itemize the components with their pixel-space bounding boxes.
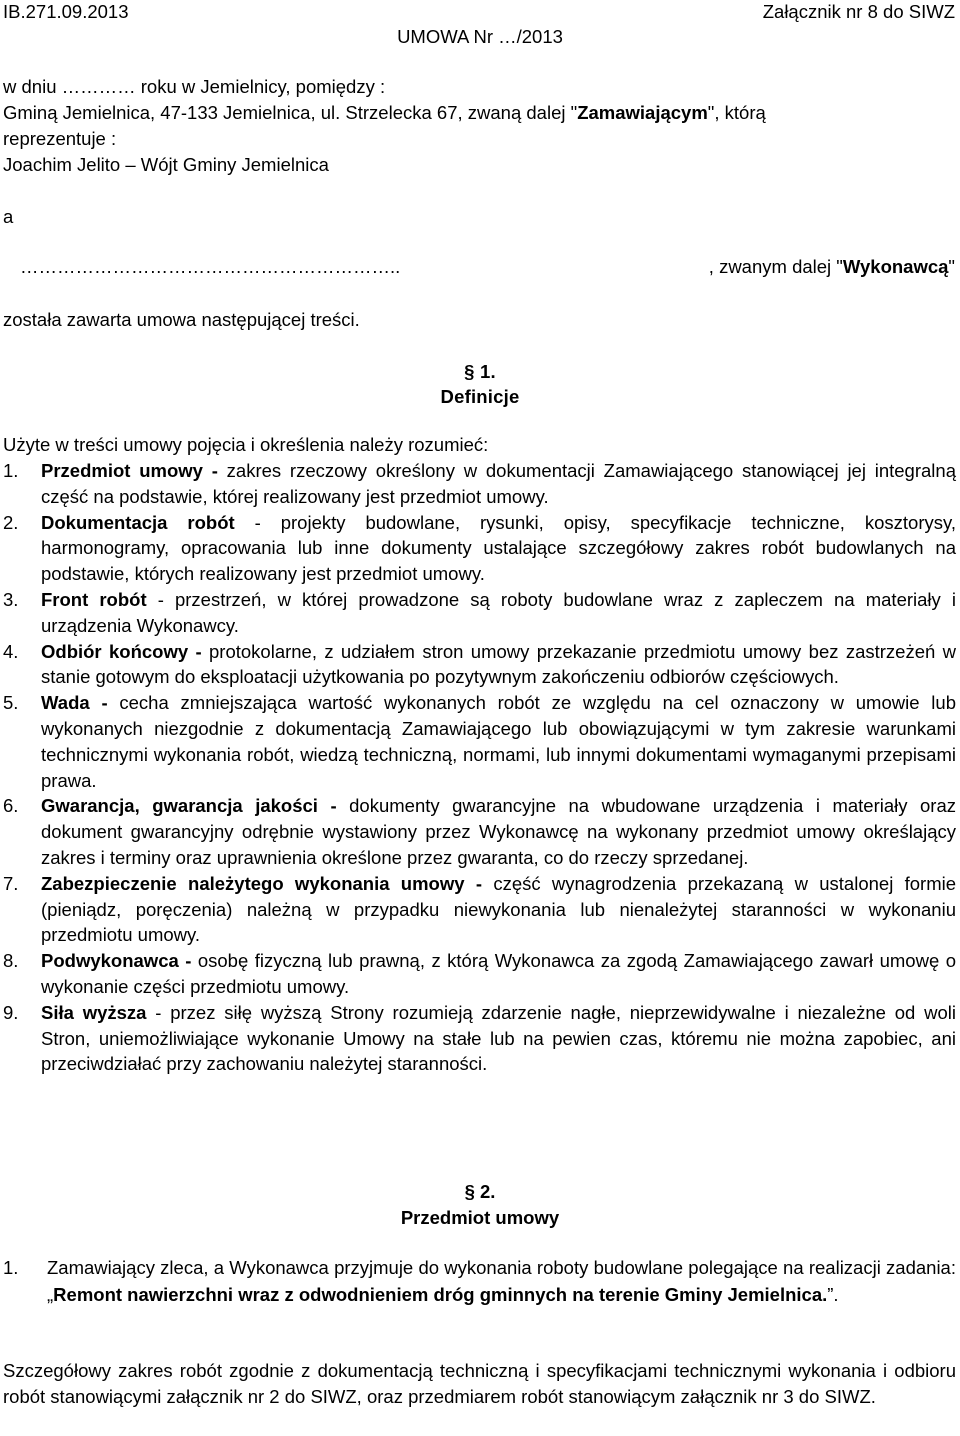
definition-text: - przez siłę wyższą Strony rozumieją zdarzenie nagłe, nieprzewidywalne i niezależne od woli Stron, uniemożliwiające wykonanie Umowy na stałe lub na pewien czas, któremu nie można zapobiec, ani przeciwdziałać przy zachowaniu należytej staranności. [41, 1001, 956, 1075]
definition-number: 1. [3, 460, 19, 481]
definition-term: Dokumentacja robót [41, 511, 235, 533]
definition-number: 6. [3, 795, 19, 817]
definition-text: dokumenty gwarancyjne na wbudowane urządzenia i materiały oraz dokument gwarancyjny odrębnie wystawiony przez Wykonawcę na wykonany przedmiot umowy określający zakres i terminy oraz uprawnienia określone przez gwaranta, co do rzeczy sprzedanej. [41, 795, 956, 868]
represented-by-line: reprezentuje : [3, 128, 117, 149]
definition-term: Front robót [41, 588, 147, 610]
document-title: UMOWA Nr …/2013 [397, 26, 563, 47]
definition-text: zakres rzeczowy określony w dokumentacji Zamawiającego stanowiącej jej integralną część na podstawie, której realizowany jest przedmiot umowy. [41, 460, 956, 507]
task-name: Remont nawierzchni wraz z odwodnieniem dróg gminnych na terenie Gminy Jemielnica. [53, 1284, 828, 1305]
definition-term: Wada - [41, 692, 108, 714]
attachment-label: Załącznik nr 8 do SIWZ [762, 1, 955, 22]
party-employer-line [3, 101, 766, 125]
contractor-blank: …………………………………………………….. [20, 256, 401, 277]
contractor-text: , zwanym dalej " [708, 256, 843, 277]
definition-text: osobę fizyczną lub prawną, z którą Wykonawca za zgodą Zamawiającego zawarł umowę o wykonanie części przedmiotu umowy. [41, 950, 956, 997]
representative-line: Joachim Jelito – Wójt Gminy Jemielnica [3, 154, 329, 175]
party-employer-text: Gminą Jemielnica, 47-133 Jemielnica, ul. Strzelecka 67, zwaną dalej " [3, 102, 578, 123]
reference-number: IB.271.09.2013 [3, 1, 129, 22]
definition-term: Podwykonawca - [41, 950, 192, 972]
conjunction: a [3, 206, 14, 227]
subject-item [3, 1254, 956, 1308]
section2-number: § 2. [464, 1181, 496, 1202]
subject-item-body: Zamawiający zleca, a Wykonawca przyjmuje do wykonania roboty budowlane polegające na realizacji zadania: „ [47, 1257, 956, 1305]
date-line: w dniu ………… roku w Jemielnicy, pomiędzy : [3, 76, 386, 97]
definition-number: 2. [3, 511, 19, 533]
party-employer-end: ", którą [707, 102, 766, 123]
contractor-term: Wykonawcą [842, 256, 949, 277]
definition-number: 3. [3, 588, 19, 610]
definitions-intro: Użyte w treści umowy pojęcia i określenia należy rozumieć: [3, 434, 489, 455]
subject-item-number: 1. [3, 1257, 19, 1278]
definition-number: 7. [3, 872, 19, 894]
employer-term: Zamawiającym [577, 102, 708, 123]
definition-number: 5. [3, 692, 19, 714]
contractor-definition [709, 256, 955, 278]
definition-item [3, 948, 956, 1000]
definition-number: 9. [3, 1001, 19, 1023]
definitions-list [3, 458, 956, 1077]
definition-term: Gwarancja, gwarancja jakości - [41, 795, 337, 817]
definition-item [3, 793, 956, 870]
definition-item [3, 690, 956, 793]
definition-item [3, 1000, 956, 1077]
concluded-line: została zawarta umowa następującej treści. [3, 309, 360, 330]
definition-text: część wynagrodzenia przekazaną w ustalonej formie (pieniądz, poręczenia) należną w przypadku niewykonania lub nienależytej staranności w wykonaniu przedmiotu umowy. [41, 872, 957, 946]
contractor-text-end: " [948, 256, 955, 277]
definition-text: cecha zmniejszająca wartość wykonanych robót ze względu na cel oznaczony w umowie lub wykonanych niezgodnie z dokumentacją Zamawiającego lub obowiązującymi w tym zakresie warunkami technicznymi wykonania robót, wiedzą techniczną, normami, lub innymi dokumentami wymaganymi przepisami prawa. [41, 692, 956, 791]
definition-text: protokolarne, z udziałem stron umowy przekazanie przedmiotu umowy bez zastrzeżeń w stanie gotowym do eksploatacji użytkowania po pozytywnym zakończeniu odbiorów częściowych. [41, 640, 957, 688]
definition-term: Odbiór końcowy - [41, 640, 202, 662]
scope-paragraph: Szczegółowy zakres robót zgodnie z dokumentacją techniczną i specyfikacjami technicznymi wykonania i odbioru robót stanowiącymi załącznik nr 2 do SIWZ, oraz przedmiarem robót stanowiącym załącznik nr 3 do SIWZ. [3, 1360, 956, 1407]
definition-number: 8. [3, 950, 19, 972]
definition-term: Przedmiot umowy - [41, 460, 218, 481]
definition-item [3, 510, 956, 587]
definition-text: - projekty budowlane, rysunki, opisy, specyfikacje techniczne, kosztorysy, harmonogramy, opracowania lub inne dokumenty ustalające szczegółowy zakres robót budowlanych na podstawie, których realizowany jest przedmiot umowy. [41, 511, 956, 585]
definition-item [3, 587, 956, 639]
section1-number: § 1. [464, 361, 496, 382]
definition-text: - przestrzeń, w której prowadzone są roboty budowlane wraz z zapleczem na materiały i urządzenia Wykonawcy. [41, 588, 956, 636]
definition-term: Zabezpieczenie należytego wykonania umowy - [41, 872, 483, 894]
definition-item [3, 639, 956, 691]
definition-number: 4. [3, 640, 19, 662]
definition-term: Siła wyższa [41, 1001, 147, 1023]
section2-title: Przedmiot umowy [400, 1207, 560, 1228]
subject-item-text [3, 1254, 956, 1308]
contractor-line [3, 256, 955, 280]
definition-item [3, 458, 956, 510]
subject-item-tail: ”. [827, 1284, 839, 1305]
section1-title: Definicje [440, 386, 520, 407]
header-line [3, 1, 955, 25]
definition-item [3, 871, 956, 948]
